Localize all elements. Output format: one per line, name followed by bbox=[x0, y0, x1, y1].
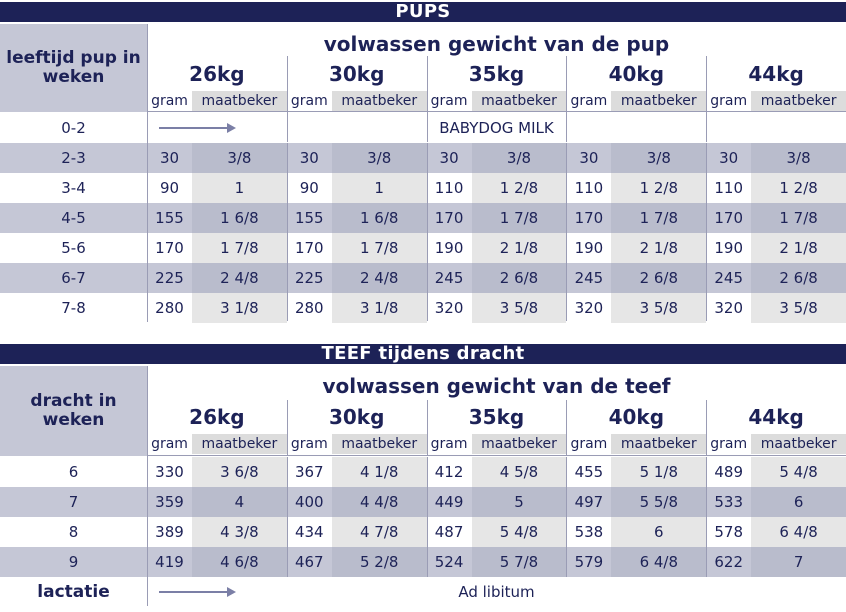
cup-cell: 3/8 bbox=[751, 143, 846, 173]
weight-header: 26kg bbox=[189, 405, 245, 429]
row-label: 3-4 bbox=[61, 179, 86, 197]
teef-row-lactatie bbox=[0, 577, 846, 607]
weight-header: 35kg bbox=[468, 62, 525, 86]
gram-cell: 225 bbox=[287, 263, 332, 293]
gram-cell: 320 bbox=[706, 293, 751, 323]
gram-cell: 578 bbox=[706, 517, 751, 547]
weight-header: 40kg bbox=[608, 405, 665, 429]
weight-header: 44kg bbox=[748, 405, 804, 429]
row-label: 6-7 bbox=[61, 269, 86, 287]
row-label: 7 bbox=[68, 493, 79, 511]
row-label: 2-3 bbox=[61, 149, 86, 167]
gram-cell: 190 bbox=[706, 233, 751, 263]
gram-cell: 30 bbox=[427, 143, 472, 173]
gram-cell: 320 bbox=[566, 293, 611, 323]
unit-gram-label: gram bbox=[287, 434, 332, 454]
unit-cup-label: maatbeker bbox=[472, 434, 567, 454]
cup-cell: 3/8 bbox=[192, 143, 287, 173]
ad-libitum-text: Ad libitum bbox=[458, 583, 535, 601]
grid-line bbox=[706, 457, 707, 577]
gram-cell: 412 bbox=[427, 457, 472, 487]
cup-cell: 1 7/8 bbox=[611, 203, 706, 233]
weight-header: 35kg bbox=[468, 405, 525, 429]
teef-left-header-text: dracht in weken bbox=[30, 391, 117, 430]
cup-cell: 3/8 bbox=[332, 143, 427, 173]
gram-cell: 320 bbox=[427, 293, 472, 323]
gram-cell: 245 bbox=[706, 263, 751, 293]
grid-line bbox=[566, 400, 567, 456]
cup-cell: 2 1/8 bbox=[472, 233, 567, 263]
unit-gram-label: gram bbox=[287, 91, 332, 111]
pups-main-title: volwassen gewicht van de pup bbox=[323, 32, 670, 56]
pups-band: PUPS bbox=[0, 2, 846, 22]
grid-line bbox=[566, 56, 567, 142]
teef-band: TEEF tijdens dracht bbox=[0, 344, 846, 364]
gram-cell: 487 bbox=[427, 517, 472, 547]
gram-cell: 155 bbox=[147, 203, 192, 233]
gram-cell: 419 bbox=[147, 547, 192, 577]
table-row bbox=[0, 547, 846, 577]
row-label: 9 bbox=[68, 553, 79, 571]
gram-cell: 524 bbox=[427, 547, 472, 577]
unit-cup-label: maatbeker bbox=[192, 434, 287, 454]
grid-line bbox=[427, 143, 428, 321]
cup-cell: 4 1/8 bbox=[332, 457, 427, 487]
cup-cell: 4 7/8 bbox=[332, 517, 427, 547]
cup-cell: 5 7/8 bbox=[472, 547, 567, 577]
row-label: 5-6 bbox=[61, 239, 86, 257]
cup-cell: 2 4/8 bbox=[332, 263, 427, 293]
gram-cell: 579 bbox=[566, 547, 611, 577]
row-label: 7-8 bbox=[61, 299, 86, 317]
gram-cell: 455 bbox=[566, 457, 611, 487]
cup-cell: 2 4/8 bbox=[192, 263, 287, 293]
unit-cup-label: maatbeker bbox=[332, 434, 427, 454]
gram-cell: 110 bbox=[427, 173, 472, 203]
table-row bbox=[0, 457, 846, 487]
grid-line bbox=[147, 366, 148, 606]
cup-cell: 4 5/8 bbox=[472, 457, 567, 487]
gram-cell: 280 bbox=[287, 293, 332, 323]
table-row bbox=[0, 517, 846, 547]
grid-line bbox=[287, 143, 288, 321]
cup-cell: 1 7/8 bbox=[472, 203, 567, 233]
cup-cell: 3/8 bbox=[611, 143, 706, 173]
grid-line bbox=[706, 56, 707, 142]
unit-cup-label: maatbeker bbox=[192, 91, 287, 111]
gram-cell: 497 bbox=[566, 487, 611, 517]
unit-gram-label: gram bbox=[427, 434, 472, 454]
cup-cell: 3 5/8 bbox=[751, 293, 846, 323]
cup-cell: 2 6/8 bbox=[751, 263, 846, 293]
gram-cell: 538 bbox=[566, 517, 611, 547]
unit-gram-label: gram bbox=[706, 434, 751, 454]
gram-cell: 30 bbox=[566, 143, 611, 173]
cup-cell: 5 4/8 bbox=[472, 517, 567, 547]
gram-cell: 434 bbox=[287, 517, 332, 547]
cup-cell: 1 2/8 bbox=[472, 173, 567, 203]
babydog-milk-text: BABYDOG MILK bbox=[439, 119, 554, 137]
cup-cell: 7 bbox=[751, 547, 846, 577]
gram-cell: 367 bbox=[287, 457, 332, 487]
cup-cell: 1 6/8 bbox=[192, 203, 287, 233]
gram-cell: 533 bbox=[706, 487, 751, 517]
teef-main-title: volwassen gewicht van de teef bbox=[322, 374, 671, 398]
gram-cell: 449 bbox=[427, 487, 472, 517]
grid-line bbox=[427, 56, 428, 142]
unit-gram-label: gram bbox=[427, 91, 472, 111]
gram-cell: 170 bbox=[706, 203, 751, 233]
grid-line bbox=[427, 457, 428, 577]
unit-cup-label: maatbeker bbox=[611, 434, 706, 454]
cup-cell: 6 4/8 bbox=[751, 517, 846, 547]
grid-line bbox=[427, 400, 428, 456]
cup-cell: 1 7/8 bbox=[192, 233, 287, 263]
row-label: 4-5 bbox=[61, 209, 86, 227]
unit-gram-label: gram bbox=[147, 434, 192, 454]
cup-cell: 5 bbox=[472, 487, 567, 517]
row-label: 8 bbox=[68, 523, 79, 541]
gram-cell: 170 bbox=[147, 233, 192, 263]
gram-cell: 30 bbox=[706, 143, 751, 173]
gram-cell: 489 bbox=[706, 457, 751, 487]
gram-cell: 330 bbox=[147, 457, 192, 487]
gram-cell: 170 bbox=[427, 203, 472, 233]
cup-cell: 2 6/8 bbox=[472, 263, 567, 293]
grid-line bbox=[287, 457, 288, 577]
grid-line bbox=[147, 24, 148, 322]
gram-cell: 622 bbox=[706, 547, 751, 577]
weight-header: 30kg bbox=[328, 405, 385, 429]
row-label: 6 bbox=[68, 463, 79, 481]
unit-gram-label: gram bbox=[566, 91, 611, 111]
cup-cell: 4 bbox=[192, 487, 287, 517]
cup-cell: 3 1/8 bbox=[192, 293, 287, 323]
gram-cell: 90 bbox=[287, 173, 332, 203]
cup-cell: 2 1/8 bbox=[611, 233, 706, 263]
unit-cup-label: maatbeker bbox=[751, 434, 846, 454]
gram-cell: 245 bbox=[427, 263, 472, 293]
cup-cell: 3 1/8 bbox=[332, 293, 427, 323]
gram-cell: 155 bbox=[287, 203, 332, 233]
cup-cell: 1 6/8 bbox=[332, 203, 427, 233]
unit-gram-label: gram bbox=[566, 434, 611, 454]
gram-cell: 245 bbox=[566, 263, 611, 293]
row-label: 0-2 bbox=[61, 119, 86, 137]
cup-cell: 5 5/8 bbox=[611, 487, 706, 517]
grid-line bbox=[706, 143, 707, 321]
pups-left-header: leeftijd pup in weken bbox=[0, 24, 147, 112]
cup-cell: 6 bbox=[611, 517, 706, 547]
unit-cup-label: maatbeker bbox=[332, 91, 427, 111]
grid-line bbox=[287, 56, 288, 142]
gram-cell: 90 bbox=[147, 173, 192, 203]
cup-cell: 1 bbox=[332, 173, 427, 203]
gram-cell: 389 bbox=[147, 517, 192, 547]
weight-header: 40kg bbox=[608, 62, 665, 86]
gram-cell: 400 bbox=[287, 487, 332, 517]
cup-cell: 1 2/8 bbox=[611, 173, 706, 203]
grid-line bbox=[147, 455, 846, 456]
gram-cell: 190 bbox=[566, 233, 611, 263]
gram-cell: 110 bbox=[706, 173, 751, 203]
cup-cell: 5 4/8 bbox=[751, 457, 846, 487]
weight-header: 26kg bbox=[189, 62, 245, 86]
cup-cell: 3 6/8 bbox=[192, 457, 287, 487]
grid-line bbox=[566, 457, 567, 577]
cup-cell: 1 7/8 bbox=[751, 203, 846, 233]
cup-cell: 3 5/8 bbox=[472, 293, 567, 323]
unit-cup-label: maatbeker bbox=[751, 91, 846, 111]
weight-header: 30kg bbox=[328, 62, 385, 86]
gram-cell: 110 bbox=[566, 173, 611, 203]
unit-gram-label: gram bbox=[147, 91, 192, 111]
cup-cell: 6 bbox=[751, 487, 846, 517]
cup-cell: 4 4/8 bbox=[332, 487, 427, 517]
cup-cell: 1 bbox=[192, 173, 287, 203]
table-row bbox=[0, 487, 846, 517]
gram-cell: 467 bbox=[287, 547, 332, 577]
cup-cell: 6 4/8 bbox=[611, 547, 706, 577]
cup-cell: 1 7/8 bbox=[332, 233, 427, 263]
cup-cell: 5 2/8 bbox=[332, 547, 427, 577]
unit-cup-label: maatbeker bbox=[472, 91, 567, 111]
cup-cell: 3 5/8 bbox=[611, 293, 706, 323]
gram-cell: 280 bbox=[147, 293, 192, 323]
grid-line bbox=[147, 111, 846, 112]
gram-cell: 30 bbox=[147, 143, 192, 173]
gram-cell: 170 bbox=[287, 233, 332, 263]
weight-header: 44kg bbox=[748, 62, 804, 86]
grid-line bbox=[706, 400, 707, 456]
cup-cell: 4 6/8 bbox=[192, 547, 287, 577]
grid-line bbox=[566, 143, 567, 321]
gram-cell: 190 bbox=[427, 233, 472, 263]
gram-cell: 30 bbox=[287, 143, 332, 173]
cup-cell: 3/8 bbox=[472, 143, 567, 173]
gram-cell: 170 bbox=[566, 203, 611, 233]
gram-cell: 359 bbox=[147, 487, 192, 517]
cup-cell: 5 1/8 bbox=[611, 457, 706, 487]
cup-cell: 2 1/8 bbox=[751, 233, 846, 263]
cup-cell: 2 6/8 bbox=[611, 263, 706, 293]
gram-cell: 225 bbox=[147, 263, 192, 293]
cup-cell: 1 2/8 bbox=[751, 173, 846, 203]
unit-cup-label: maatbeker bbox=[611, 91, 706, 111]
grid-line bbox=[287, 400, 288, 456]
cup-cell: 4 3/8 bbox=[192, 517, 287, 547]
row-label: lactatie bbox=[37, 582, 110, 602]
teef-left-header bbox=[0, 366, 147, 456]
unit-gram-label: gram bbox=[706, 91, 751, 111]
